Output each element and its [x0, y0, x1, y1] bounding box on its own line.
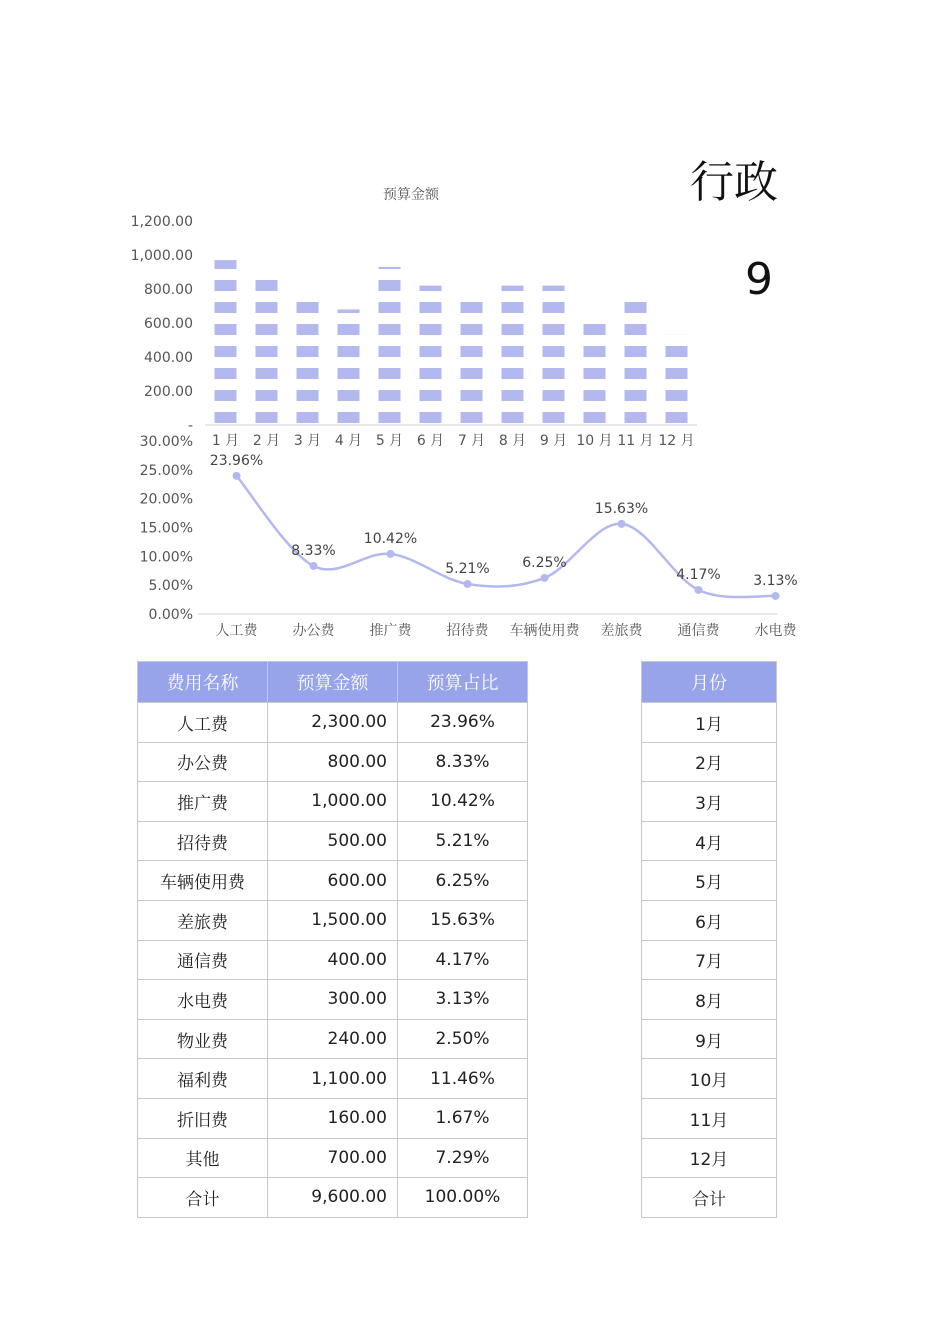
- bar-y-tick-label: 200.00: [144, 384, 193, 400]
- budget-table-row: [138, 782, 528, 822]
- budget-ratio-cell: 2.50%: [398, 1019, 528, 1059]
- month-cell: 3月: [642, 782, 777, 822]
- line-x-tick-label: 推广费: [369, 623, 412, 639]
- budget-ratio-cell: 23.96%: [398, 703, 528, 743]
- budget-ratio-cell: 1.67%: [398, 1098, 528, 1138]
- expense-name-cell: 合计: [138, 1178, 268, 1218]
- month-table-row: [642, 1098, 777, 1138]
- expense-name-cell: 折旧费: [138, 1098, 268, 1138]
- budget-table-row: [138, 1098, 528, 1138]
- month-table-row: [642, 782, 777, 822]
- bar: [379, 267, 401, 425]
- line-y-tick-label: 20.00%: [139, 491, 193, 508]
- budget-table-body: [138, 703, 528, 1218]
- budget-amount-cell: 9,600.00: [268, 1178, 398, 1218]
- budget-amount-cell: 600.00: [268, 861, 398, 901]
- budget-amount-cell: 800.00: [268, 742, 398, 782]
- expense-name-cell: 水电费: [138, 980, 268, 1020]
- bar: [215, 260, 237, 425]
- line-y-tick-label: 30.00%: [139, 434, 193, 450]
- bar-x-tick-label: 9 月: [539, 433, 568, 449]
- month-cell: 5月: [642, 861, 777, 901]
- month-cell: 12月: [642, 1138, 777, 1178]
- budget-ratio-cell: 6.25%: [398, 861, 528, 901]
- line-y-tick-label: 0.00%: [148, 607, 193, 623]
- line-x-tick-label: 办公费: [292, 623, 335, 639]
- bar-x-tick-label: 8 月: [498, 433, 527, 449]
- header-budget-ratio: 预算占比: [398, 662, 528, 703]
- budget-ratio-cell: 15.63%: [398, 900, 528, 940]
- line-x-tick-label: 通信费: [677, 623, 720, 639]
- month-table-body: [642, 703, 777, 1218]
- ratio-data-label: 15.63%: [594, 500, 649, 517]
- budget-table-header: [138, 662, 528, 703]
- budget-ratio-cell: 100.00%: [398, 1178, 528, 1218]
- expense-name-cell: 车辆使用费: [138, 861, 268, 901]
- ratio-point: [387, 550, 395, 558]
- month-cell: 10月: [642, 1059, 777, 1099]
- budget-table-row: [138, 900, 528, 940]
- budget-table-row: [138, 1138, 528, 1178]
- month-table-row: [642, 821, 777, 861]
- expense-name-cell: 福利费: [138, 1059, 268, 1099]
- bar-x-tick-label: 4 月: [334, 433, 363, 449]
- bar-chart-bars: [215, 260, 688, 425]
- document-title: 行政: [690, 157, 778, 208]
- bar-x-tick-label: 3 月: [293, 433, 322, 449]
- bar-y-tick-label: 1,000.00: [130, 248, 193, 264]
- budget-ratio-cell: 5.21%: [398, 821, 528, 861]
- bar-y-tick-label: 400.00: [144, 350, 193, 366]
- ratio-point: [310, 562, 318, 570]
- expense-name-cell: 办公费: [138, 742, 268, 782]
- month-table-row: [642, 1059, 777, 1099]
- ratio-point: [541, 574, 549, 582]
- bar-y-tick-label: 600.00: [144, 316, 193, 332]
- budget-table-row: [138, 742, 528, 782]
- month-cell: 4月: [642, 821, 777, 861]
- line-x-tick-label: 水电费: [754, 623, 797, 639]
- month-cell: 1月: [642, 703, 777, 743]
- ratio-point: [695, 586, 703, 594]
- bar-x-tick-label: 7 月: [457, 433, 486, 449]
- month-table-row: [642, 940, 777, 980]
- month-cell: 合计: [642, 1178, 777, 1218]
- expense-name-cell: 通信费: [138, 940, 268, 980]
- bar: [338, 309, 360, 425]
- ratio-data-label: 6.25%: [522, 554, 567, 571]
- expense-name-cell: 其他: [138, 1138, 268, 1178]
- budget-ratio-cell: 11.46%: [398, 1059, 528, 1099]
- expense-name-cell: 推广费: [138, 782, 268, 822]
- expense-ratio-line-chart: [0, 428, 798, 643]
- budget-amount-cell: 700.00: [268, 1138, 398, 1178]
- bar-x-tick-label: 2 月: [252, 433, 281, 449]
- budget-table-row: [138, 821, 528, 861]
- budget-amount-cell: 300.00: [268, 980, 398, 1020]
- bar-chart-title: 预算金额: [383, 187, 439, 203]
- budget-amount-cell: 2,300.00: [268, 703, 398, 743]
- month-cell: 9月: [642, 1019, 777, 1059]
- bar-y-tick-label: 1,200.00: [130, 214, 193, 230]
- bar: [666, 335, 688, 425]
- budget-amount-cell: 400.00: [268, 940, 398, 980]
- month-cell: 2月: [642, 742, 777, 782]
- ratio-data-label: 23.96%: [209, 452, 264, 469]
- budget-ratio-cell: 4.17%: [398, 940, 528, 980]
- bar-x-tick-label: 10 月: [576, 433, 613, 449]
- budget-ratio-cell: 3.13%: [398, 980, 528, 1020]
- line-y-tick-label: 10.00%: [139, 549, 193, 566]
- month-cell: 6月: [642, 900, 777, 940]
- bar: [625, 301, 647, 425]
- ratio-data-label: 10.42%: [363, 530, 418, 547]
- budget-table: [137, 661, 528, 1218]
- header-budget-amount: 预算金额: [268, 662, 398, 703]
- bar-x-tick-label: 1 月: [211, 433, 240, 449]
- expense-name-cell: 差旅费: [138, 900, 268, 940]
- line-x-tick-label: 人工费: [215, 623, 258, 639]
- ratio-point: [233, 472, 241, 480]
- budget-amount-cell: 500.00: [268, 821, 398, 861]
- line-chart-x-axis: [216, 622, 798, 639]
- month-table-row: [642, 742, 777, 782]
- month-table-row: [642, 900, 777, 940]
- ratio-data-label: 5.21%: [445, 560, 490, 577]
- line-y-tick-label: 5.00%: [148, 578, 193, 595]
- line-x-tick-label: 招待费: [446, 623, 489, 639]
- budget-amount-cell: 240.00: [268, 1019, 398, 1059]
- line-x-tick-label: 车辆使用费: [509, 623, 580, 639]
- bar-x-tick-label: 11 月: [617, 433, 654, 449]
- budget-table-row: [138, 1178, 528, 1218]
- budget-ratio-cell: 7.29%: [398, 1138, 528, 1178]
- budget-amount-cell: 1,100.00: [268, 1059, 398, 1099]
- line-y-tick-label: 25.00%: [139, 462, 193, 479]
- line-chart-series: [210, 453, 798, 600]
- bar-x-tick-label: 12 月: [658, 433, 695, 449]
- bar: [584, 320, 606, 425]
- bar: [502, 286, 524, 425]
- month-table-row: [642, 1178, 777, 1218]
- month-cell: 8月: [642, 980, 777, 1020]
- budget-amount-cell: 1,500.00: [268, 900, 398, 940]
- month-table-row: [642, 1019, 777, 1059]
- budget-amount-cell: 160.00: [268, 1098, 398, 1138]
- expense-name-cell: 物业费: [138, 1019, 268, 1059]
- expense-name-cell: 人工费: [138, 703, 268, 743]
- bar: [543, 286, 565, 425]
- ratio-data-label: 3.13%: [753, 572, 798, 589]
- month-table-row: [642, 1138, 777, 1178]
- expense-name-cell: 招待费: [138, 821, 268, 861]
- bar: [461, 301, 483, 425]
- ratio-point: [464, 580, 472, 588]
- budget-table-row: [138, 940, 528, 980]
- line-y-tick-label: 15.00%: [139, 520, 193, 537]
- month-table-row: [642, 703, 777, 743]
- header-month: 月份: [642, 662, 777, 703]
- ratio-point: [772, 592, 780, 600]
- header-expense-name: 费用名称: [138, 662, 268, 703]
- month-cell: 11月: [642, 1098, 777, 1138]
- bar: [297, 294, 319, 425]
- month-cell: 7月: [642, 940, 777, 980]
- month-table: [641, 661, 777, 1218]
- budget-table-row: [138, 980, 528, 1020]
- budget-table-row: [138, 703, 528, 743]
- budget-amount-cell: 1,000.00: [268, 782, 398, 822]
- budget-ratio-cell: 10.42%: [398, 782, 528, 822]
- budget-ratio-cell: 8.33%: [398, 742, 528, 782]
- bar-x-tick-label: 5 月: [375, 433, 404, 449]
- bar: [256, 277, 278, 425]
- month-table-row: [642, 861, 777, 901]
- ratio-data-label: 8.33%: [291, 542, 336, 559]
- bar-x-tick-label: 6 月: [416, 433, 445, 449]
- ratio-point: [618, 520, 626, 528]
- budget-table-row: [138, 1059, 528, 1099]
- monthly-budget-bar-chart: [0, 170, 778, 460]
- bar: [420, 286, 442, 425]
- bar-y-tick-label: -: [187, 418, 193, 434]
- total-amount-display: 9: [745, 254, 773, 305]
- budget-table-row: [138, 861, 528, 901]
- bar-y-tick-label: 800.00: [144, 282, 193, 298]
- month-table-header: [642, 662, 777, 703]
- ratio-data-label: 4.17%: [676, 566, 721, 583]
- month-table-row: [642, 980, 777, 1020]
- budget-table-row: [138, 1019, 528, 1059]
- line-x-tick-label: 差旅费: [600, 623, 643, 639]
